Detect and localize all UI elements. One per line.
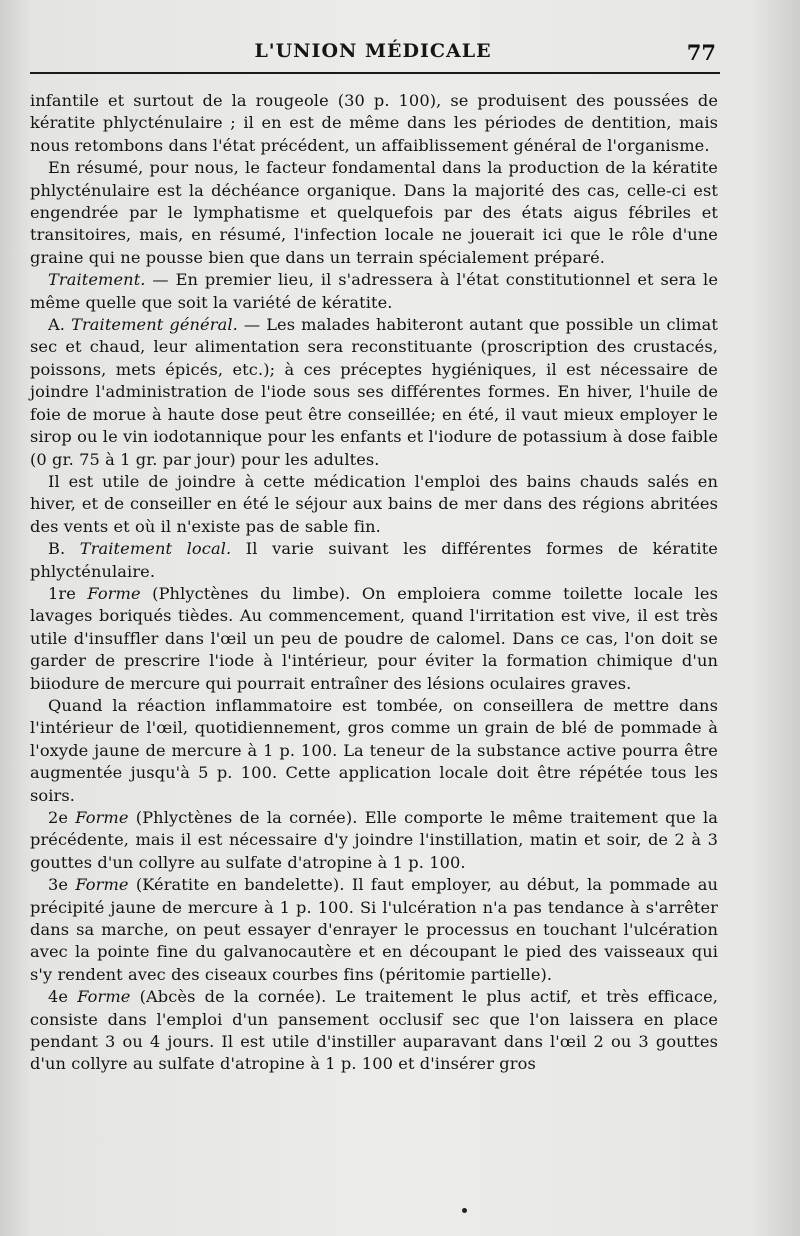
page-number: 77 [686, 40, 716, 65]
paragraph-text: — En premier lieu, il s'adressera à l'état constitutionnel et sera le même quelle que soit la variété de kératite. [30, 270, 718, 312]
paragraph-text: — Les malades habiteront autant que possible un climat sec et chaud, leur alimentation sera reconstituante (proscription des crustacés, poissons, mets épicés, etc.); à ces préceptes hygiéniques, il est nécessaire de joindre l'administration de l'iode sous ses différentes formes. En hiver, l'huile de foie de morue à haute dose peut être conseillée; en été, il vaut mieux employer le sirop ou le vin iodotannique pour les enfants et l'iodure de potassium à dose faible (0 gr. 75 à 1 gr. par jour) pour les adultes. [30, 315, 719, 469]
paragraph-text: Il est utile de joindre à cette médication l'emploi des bains chauds salés en hiver, et de conseiller en été le séjour aux bains de mer dans des régions abritées des vents et où il n'existe pas de sable fin. [30, 471, 718, 536]
paragraph-text: Il varie suivant les différentes formes de kératite phlycténulaire. [30, 539, 718, 581]
paragraph-text: (Phlyctènes du limbe). On emploiera comme toilette locale les lavages boriqués tièdes. Au commencement, quand l'irritation est vive, il est très utile d'insuffler dans l'œil un peu de poudre de calomel. Dans ce cas, l'on doit se garder de prescrire l'iode à l'intérieur, pour éviter la formation chimique d'un biiodure de mercure qui pourrait entraîner des lésions oculaires graves. [30, 583, 718, 693]
form-heading: Forme [87, 583, 141, 603]
running-title: L'UNION MÉDICALE [254, 40, 492, 62]
form-number: 1re [48, 583, 88, 603]
form-heading: Forme [75, 875, 129, 895]
form-number: 4e [48, 987, 78, 1007]
page-header [30, 38, 716, 74]
paragraph-text: (Kératite en bandelette). Il faut employer, au début, la pommade au précipité jaune de mercure à 1 p. 100. Si l'ulcération n'a pas tendance à s'arrêter dans sa marche, on peut essayer d'enrayer le processus en touchant l'ulcération avec la pointe fine du galvanocautère et en découpant le pied des vaisseaux qui s'y rendent avec des ciseaux courbes fins (péritomie partielle). [30, 875, 718, 984]
paragraph [30, 314, 718, 471]
paragraph [30, 807, 718, 874]
paragraph-text: Quand la réaction inflammatoire est tombée, on conseillera de mettre dans l'intérieur de l'œil, quotidiennement, gros comme un grain de blé de pommade à l'oxyde jaune de mercure à 1 p. 100. La teneur de la substance active pourra être augmentée jusqu'à 5 p. 100. Cette application locale doit être répétée tous les soirs. [30, 695, 718, 805]
paragraph [30, 583, 718, 695]
form-heading: Forme [75, 808, 129, 827]
paragraph [30, 90, 718, 157]
section-letter: B. [48, 539, 80, 559]
paragraph [30, 695, 718, 807]
article-body [30, 90, 718, 1076]
paragraph-text: (Phlyctènes de la cornée). Elle comporte le même traitement que la précédente, mais il est nécessaire d'y joindre l'instillation, matin et soir, de 2 à 3 gouttes d'un collyre au sulfate d'atropine à 1 p. 100. [30, 808, 718, 872]
footer-mark [462, 1208, 467, 1213]
paragraph [30, 157, 718, 269]
paragraph [30, 874, 718, 986]
section-heading: Traitement général. [71, 315, 238, 335]
header-rule [30, 72, 720, 74]
form-heading: Forme [77, 987, 131, 1007]
section-heading: Traitement. [48, 270, 146, 290]
paragraph-text: infantile et surtout de la rougeole (30 p. 100), se produisent des poussées de kératite phlycténulaire ; il en est de même dans les périodes de dentition, mais nous retombons dans l'état précédent, un affaiblissement général de l'organisme. [30, 91, 718, 155]
paragraph [30, 538, 718, 583]
paragraph [30, 986, 718, 1076]
paragraph [30, 471, 718, 538]
form-number: 3e [48, 875, 76, 895]
section-heading: Traitement local. [79, 539, 232, 559]
form-number: 2e [48, 808, 76, 827]
section-letter: A. [48, 315, 72, 335]
paragraph-text: (Abcès de la cornée). Le traitement le plus actif, et très efficace, consiste dans l'emploi d'un pansement occlusif sec que l'on laissera en place pendant 3 ou 4 jours. Il est utile d'instiller auparavant dans l'œil 2 ou 3 gouttes d'un collyre au sulfate d'atropine à 1 p. 100 et d'insérer gros [30, 987, 718, 1074]
paragraph [30, 269, 718, 314]
paragraph-text: En résumé, pour nous, le facteur fondamental dans la production de la kératite phlycténulaire est la déchéance organique. Dans la majorité des cas, celle-ci est engendrée par le lymphatisme et quelquefois par des états aigus fébriles et transitoires, mais, en résumé, l'infection locale ne jouerait ici que le rôle d'une graine qui ne pousse bien que dans un terrain spécialement préparé. [30, 158, 718, 267]
